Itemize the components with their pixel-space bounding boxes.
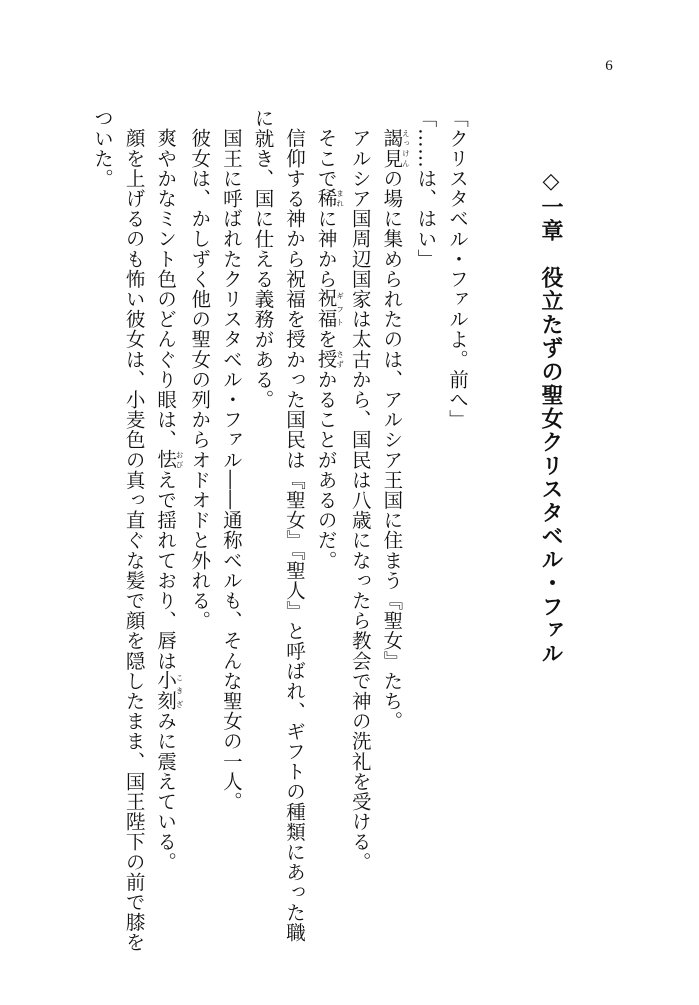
ruby-word: 稀まれ	[314, 187, 345, 208]
paragraph: 国王に呼ばれたクリスタベル・ファル――通称ベルも、そんな聖女の一人。	[219, 127, 243, 811]
paragraph: アルシア国周辺国家は太古から、国民は八歳になったら教会で神の洗礼を受ける。	[348, 127, 372, 872]
ruby-word: 小刻こきざ	[154, 670, 185, 711]
paragraph: そこで稀まれに神から祝福ギフトを授さずかることがあるのだ。	[314, 127, 345, 570]
dialogue-line: 「クリスタベル・ファルよ。前へ」	[446, 108, 469, 430]
body-text	[86, 108, 473, 958]
page-number: 6	[605, 58, 613, 74]
paragraph: 謁見えっけんの場に集められたのは、アルシア王国に住まう『聖女』たち。	[380, 127, 411, 731]
paragraph: 爽やかなミント色のどんぐり眼は、怯おびえで揺れており、唇は小刻こきざみに震えている。	[154, 127, 185, 872]
ruby-word: 授さず	[314, 348, 345, 369]
ruby-word: 祝福ギフト	[314, 288, 345, 329]
ruby-word: 怯おび	[154, 449, 185, 470]
ruby-word: 謁見えっけん	[380, 127, 411, 168]
chapter-title: ◇一章 役立たずの聖女クリスタベル・ファル	[538, 168, 564, 666]
paragraph: 信仰する神から祝福を授かった国民は『聖女』『聖人』と呼ばれ、ギフトの種類にあった職に就き、国に仕える義務がある。	[251, 108, 307, 942]
paragraph: 顔を上げるのも怖い彼女は、小麦色の真っ直ぐな髪で顔を隠したまま、国王陛下の前で膝をついた。	[90, 108, 146, 952]
dialogue-line: 「……は、はい」	[414, 108, 438, 269]
paragraph: 彼女は、かしずく他の聖女の列からオドオドと外れる。	[188, 127, 212, 630]
